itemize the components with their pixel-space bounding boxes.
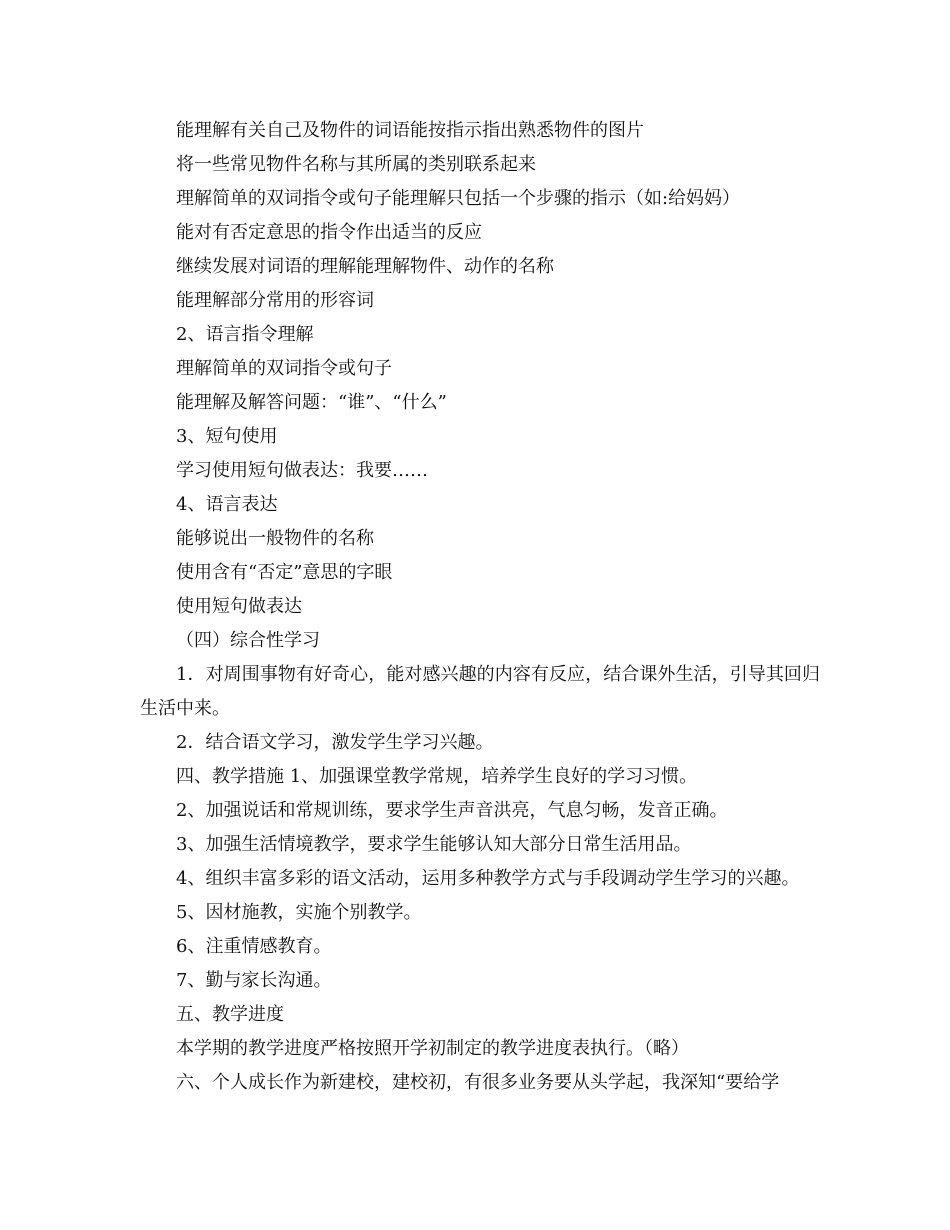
text-line-22: 4、组织丰富多彩的语文活动，运用多种教学方式与手段调动学生学习的兴趣。 bbox=[176, 868, 800, 889]
section-heading-4: 4、语言表达 bbox=[176, 494, 278, 515]
text-line-13: 能够说出一般物件的名称 bbox=[176, 528, 374, 549]
text-line-5: 继续发展对词语的理解能理解物件、动作的名称 bbox=[176, 256, 554, 277]
text-line-4: 能对有否定意思的指令作出适当的反应 bbox=[176, 222, 482, 243]
text-line-21: 3、加强生活情境教学，要求学生能够认知大部分日常生活用品。 bbox=[176, 834, 692, 855]
section-heading-measures: 四、教学措施 1、加强课堂教学常规，培养学生良好的学习习惯。 bbox=[176, 766, 698, 787]
section-heading-growth: 六、个人成长作为新建校，建校初，有很多业务要从头学起，我深知“要给学 bbox=[176, 1072, 780, 1093]
text-line-3: 理解简单的双词指令或句子能理解只包括一个步骤的指示（如:给妈妈） bbox=[176, 188, 741, 209]
text-line-20: 2、加强说话和常规训练，要求学生声音洪亮，气息匀畅，发音正确。 bbox=[176, 800, 728, 821]
text-line-6: 能理解部分常用的形容词 bbox=[176, 290, 374, 311]
text-line-11: 学习使用短句做表达：我要…… bbox=[176, 460, 428, 481]
section-heading-progress: 五、教学进度 bbox=[176, 1004, 284, 1025]
text-line-1: 能理解有关自己及物件的词语能按指示指出熟悉物件的图片 bbox=[176, 120, 644, 141]
paragraph-curiosity: 1．对周围事物有好奇心，能对感兴趣的内容有反应，结合课外生活，引导其回归生活中来。 bbox=[140, 664, 820, 719]
text-line-9: 能理解及解答问题：“谁”、“什么” bbox=[176, 392, 447, 413]
text-line-25: 7、勤与家长沟通。 bbox=[176, 970, 332, 991]
section-heading-2: 2、语言指令理解 bbox=[176, 324, 314, 345]
section-heading-3: 3、短句使用 bbox=[176, 426, 278, 447]
text-line-2: 将一些常见物件名称与其所属的类别联系起来 bbox=[176, 154, 536, 175]
text-line-14: 使用含有“否定”意思的字眼 bbox=[176, 562, 393, 583]
text-line-24: 6、注重情感教育。 bbox=[176, 936, 332, 957]
text-line-15: 使用短句做表达 bbox=[176, 596, 302, 617]
text-line-23: 5、因材施教，实施个别教学。 bbox=[176, 902, 422, 923]
section-heading-comprehensive: （四）综合性学习 bbox=[176, 630, 320, 651]
text-line-27: 本学期的教学进度严格按照开学初制定的教学进度表执行。（略） bbox=[176, 1038, 689, 1059]
text-line-18: 2．结合语文学习，激发学生学习兴趣。 bbox=[176, 732, 494, 753]
text-line-8: 理解简单的双词指令或句子 bbox=[176, 358, 392, 379]
